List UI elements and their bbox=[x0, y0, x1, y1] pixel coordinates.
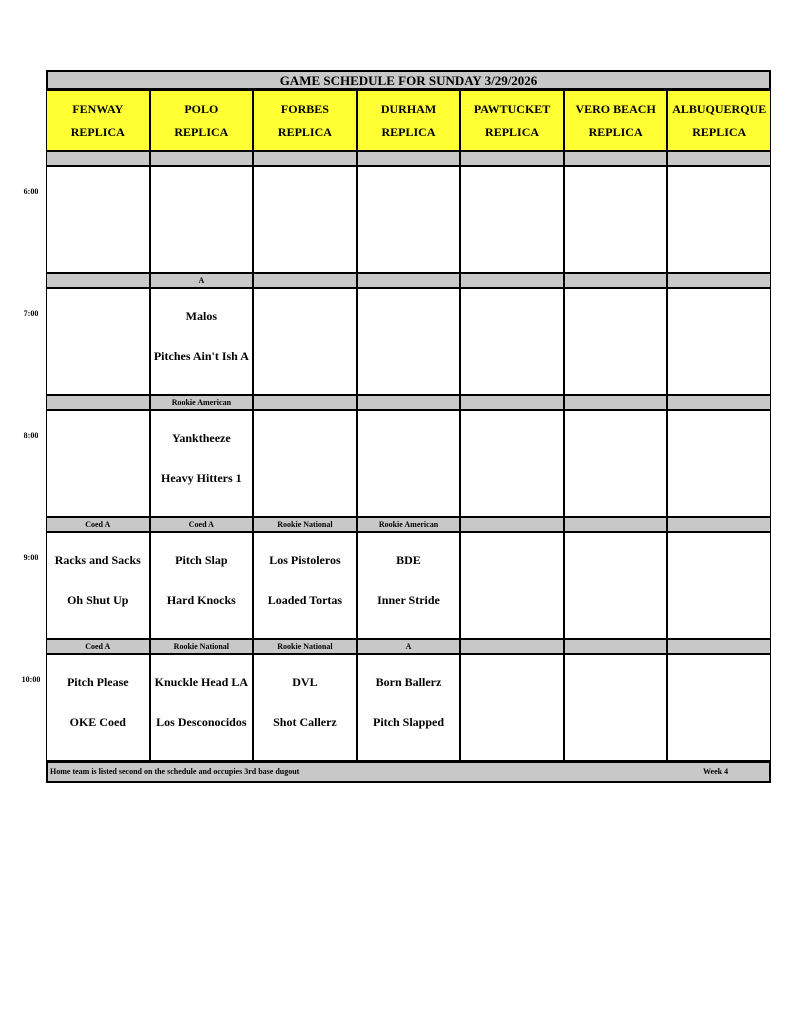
division-row bbox=[46, 639, 771, 655]
away-team: Malos bbox=[185, 309, 218, 323]
division-label bbox=[667, 273, 771, 289]
field-header-row bbox=[46, 90, 771, 151]
division-label: Rookie National bbox=[253, 639, 357, 655]
field-header bbox=[564, 90, 668, 151]
division-label bbox=[357, 151, 461, 167]
division-label bbox=[460, 395, 564, 411]
division-label bbox=[564, 639, 668, 655]
division-label bbox=[460, 517, 564, 533]
division-label: Rookie American bbox=[357, 517, 461, 533]
division-row bbox=[46, 151, 771, 167]
game-row bbox=[46, 289, 771, 395]
schedule-title: GAME SCHEDULE FOR SUNDAY 3/29/2026 bbox=[46, 70, 771, 90]
field-header bbox=[150, 90, 254, 151]
division-label: Rookie National bbox=[150, 639, 254, 655]
division-label: A bbox=[357, 639, 461, 655]
division-label bbox=[667, 151, 771, 167]
field-header bbox=[667, 90, 771, 151]
time-label: 7:00 bbox=[23, 309, 39, 318]
game-cell bbox=[46, 411, 150, 517]
division-label bbox=[46, 395, 150, 411]
game-cell bbox=[150, 289, 254, 395]
division-label bbox=[564, 151, 668, 167]
home-team: Los Desconocidos bbox=[156, 715, 247, 729]
field-name: ALBUQUERQUE bbox=[672, 101, 767, 116]
schedule-footer bbox=[46, 761, 771, 783]
time-label: 8:00 bbox=[23, 431, 39, 440]
away-team: Born Ballerz bbox=[375, 675, 442, 689]
game-cell bbox=[150, 655, 254, 761]
game-cell bbox=[357, 411, 461, 517]
home-team: Oh Shut Up bbox=[67, 593, 129, 607]
game-cell bbox=[667, 289, 771, 395]
game-cell bbox=[460, 655, 564, 761]
away-team: Pitch Slap bbox=[175, 553, 228, 567]
field-type: REPLICA bbox=[277, 125, 332, 140]
game-row bbox=[46, 655, 771, 761]
home-team: Shot Callerz bbox=[273, 715, 337, 729]
field-name: DURHAM bbox=[380, 101, 437, 116]
game-cell bbox=[46, 533, 150, 639]
away-team: Knuckle Head LA bbox=[154, 675, 249, 689]
division-label bbox=[667, 517, 771, 533]
division-label bbox=[460, 273, 564, 289]
away-team: BDE bbox=[396, 553, 421, 567]
field-type: REPLICA bbox=[381, 125, 436, 140]
schedule-sheet bbox=[46, 70, 771, 783]
field-header bbox=[46, 90, 150, 151]
game-row bbox=[46, 167, 771, 273]
game-cell bbox=[46, 167, 150, 273]
game-cell bbox=[667, 411, 771, 517]
division-row bbox=[46, 273, 771, 289]
game-cell bbox=[253, 655, 357, 761]
division-label bbox=[46, 151, 150, 167]
game-cell bbox=[460, 289, 564, 395]
game-cell bbox=[253, 533, 357, 639]
game-row bbox=[46, 533, 771, 639]
away-team: Yanktheeze bbox=[172, 431, 231, 445]
field-type: REPLICA bbox=[485, 125, 540, 140]
time-label: 6:00 bbox=[23, 187, 39, 196]
division-label bbox=[667, 639, 771, 655]
field-header bbox=[460, 90, 564, 151]
division-label bbox=[357, 395, 461, 411]
division-label: Coed A bbox=[150, 517, 254, 533]
game-cell bbox=[357, 289, 461, 395]
field-header bbox=[253, 90, 357, 151]
home-team: Loaded Tortas bbox=[267, 593, 343, 607]
division-label bbox=[667, 395, 771, 411]
game-row bbox=[46, 411, 771, 517]
division-row bbox=[46, 517, 771, 533]
division-label bbox=[357, 273, 461, 289]
game-cell bbox=[46, 655, 150, 761]
division-label bbox=[460, 639, 564, 655]
field-type: REPLICA bbox=[70, 125, 125, 140]
time-label: 10:00 bbox=[21, 675, 41, 684]
division-label: Rookie National bbox=[253, 517, 357, 533]
field-name: FORBES bbox=[280, 101, 329, 116]
game-cell bbox=[253, 289, 357, 395]
division-label bbox=[460, 151, 564, 167]
game-cell bbox=[357, 533, 461, 639]
home-team: Pitch Slapped bbox=[372, 715, 444, 729]
division-label bbox=[564, 517, 668, 533]
home-team: Heavy Hitters 1 bbox=[161, 471, 242, 485]
game-cell bbox=[564, 533, 668, 639]
field-name: PAWTUCKET bbox=[473, 101, 551, 116]
game-cell bbox=[46, 289, 150, 395]
home-team: Pitches Ain't Ish A bbox=[153, 349, 249, 363]
field-type: REPLICA bbox=[692, 125, 747, 140]
game-cell bbox=[460, 411, 564, 517]
game-cell bbox=[253, 411, 357, 517]
game-cell bbox=[564, 167, 668, 273]
game-cell bbox=[460, 167, 564, 273]
game-cell bbox=[460, 533, 564, 639]
field-type: REPLICA bbox=[588, 125, 643, 140]
away-team: Racks and Sacks bbox=[54, 553, 141, 567]
division-label bbox=[564, 273, 668, 289]
home-team: Inner Stride bbox=[377, 593, 440, 607]
away-team: Pitch Please bbox=[66, 675, 129, 689]
game-cell bbox=[150, 167, 254, 273]
field-type: REPLICA bbox=[174, 125, 229, 140]
game-cell bbox=[667, 167, 771, 273]
division-label bbox=[46, 273, 150, 289]
division-label bbox=[253, 273, 357, 289]
home-team: OKE Coed bbox=[69, 715, 126, 729]
division-label: A bbox=[150, 273, 254, 289]
game-cell bbox=[357, 655, 461, 761]
division-label bbox=[253, 151, 357, 167]
field-name: VERO BEACH bbox=[575, 101, 656, 116]
game-cell bbox=[150, 411, 254, 517]
division-label bbox=[150, 151, 254, 167]
division-label: Rookie American bbox=[150, 395, 254, 411]
game-cell bbox=[150, 533, 254, 639]
division-row bbox=[46, 395, 771, 411]
game-cell bbox=[253, 167, 357, 273]
division-label: Coed A bbox=[46, 517, 150, 533]
division-label: Coed A bbox=[46, 639, 150, 655]
game-cell bbox=[564, 655, 668, 761]
game-cell bbox=[667, 655, 771, 761]
field-header bbox=[357, 90, 461, 151]
time-slots bbox=[46, 151, 771, 761]
field-name: POLO bbox=[184, 101, 219, 116]
division-label bbox=[253, 395, 357, 411]
game-cell bbox=[667, 533, 771, 639]
game-cell bbox=[357, 167, 461, 273]
away-team: Los Pistoleros bbox=[269, 553, 341, 567]
time-label: 9:00 bbox=[23, 553, 39, 562]
home-team: Hard Knocks bbox=[166, 593, 236, 607]
division-label bbox=[564, 395, 668, 411]
game-cell bbox=[564, 411, 668, 517]
footer-note: Home team is listed second on the schedule and occupies 3rd base dugout bbox=[50, 767, 300, 776]
week-label: Week 4 bbox=[703, 767, 729, 776]
game-cell bbox=[564, 289, 668, 395]
field-name: FENWAY bbox=[72, 101, 124, 116]
away-team: DVL bbox=[292, 675, 318, 689]
